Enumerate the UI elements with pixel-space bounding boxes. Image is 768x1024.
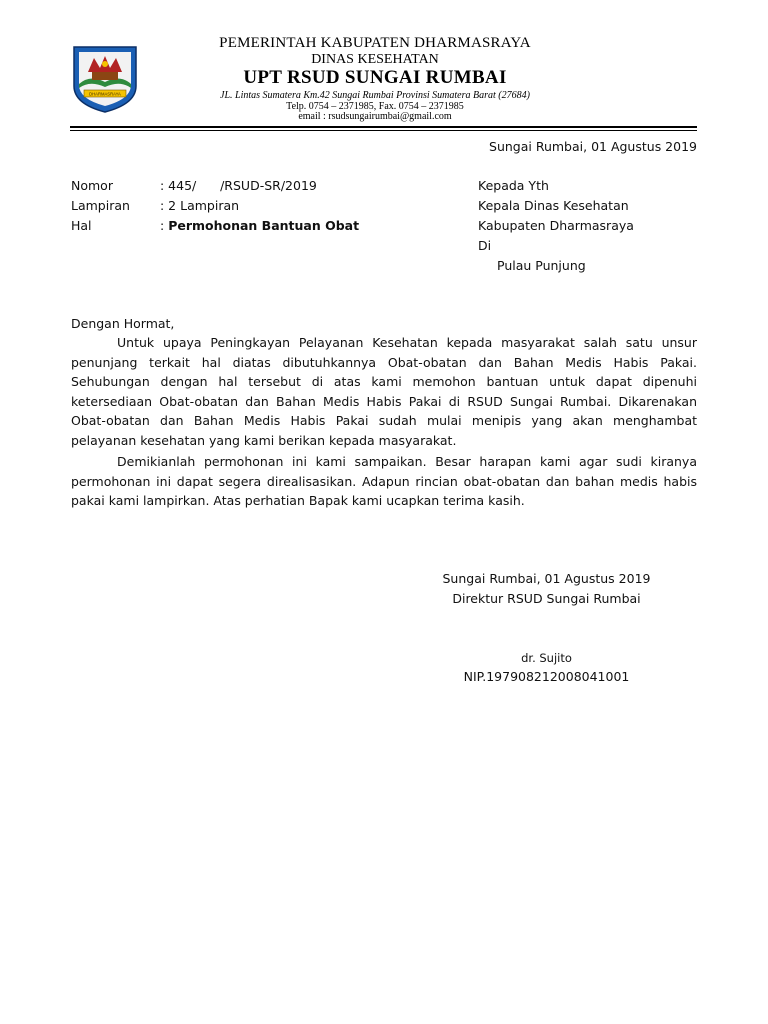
body-paragraph-2: Demikianlah permohonan ini kami sampaikan. Besar harapan kami agar sudi kiranya permohonan ini dapat segera direalisasikan. Adapun rincian obat-obatan dan bahan medis habis pakai kami lampirkan. Atas perhatian Bapak kami ucapkan terima kasih. (71, 454, 697, 509)
letter-date: Sungai Rumbai, 01 Agustus 2019 (489, 139, 697, 154)
field-label-lampiran: Lampiran (71, 198, 130, 213)
emblem-banner-text: DHARMASRAYA (89, 91, 121, 97)
field-value-hal: Permohonan Bantuan Obat (168, 218, 360, 233)
field-colon-hal: : (160, 218, 169, 233)
letterhead-email: email : rsudsungairumbai@gmail.com (298, 111, 452, 122)
field-label-nomor: Nomor (71, 178, 113, 193)
recipient-line-4: Di (478, 238, 492, 253)
recipient-line-1: Kepada Yth (478, 178, 549, 193)
letterhead-phone: Telp. 0754 – 2371985, Fax. 0754 – 2371985 (286, 101, 464, 112)
letterhead-hospital-name: UPT RSUD SUNGAI RUMBAI (243, 67, 507, 88)
dharmasraya-emblem (70, 44, 140, 114)
signature-nip: NIP.197908212008041001 (463, 669, 630, 684)
letterhead-rule-thick (70, 126, 697, 128)
recipient-line-5: Pulau Punjung (497, 258, 586, 273)
field-hal-row (160, 218, 359, 233)
recipient-line-2: Kepala Dinas Kesehatan (478, 198, 629, 213)
field-value-lampiran: : 2 Lampiran (160, 198, 240, 213)
signature-name: dr. Sujito (521, 651, 572, 665)
field-label-hal: Hal (71, 218, 92, 233)
field-value-nomor: : 445/ /RSUD-SR/2019 (160, 178, 317, 193)
salutation: Dengan Hormat, (71, 316, 175, 331)
letterhead-rule-thin (70, 130, 697, 131)
letterhead-address: JL. Lintas Sumatera Km.42 Sungai Rumbai Provinsi Sumatera Barat (27684) (220, 90, 530, 101)
signature-position: Direktur RSUD Sungai Rumbai (452, 591, 641, 606)
letterhead-department: DINAS KESEHATAN (311, 52, 439, 67)
body-paragraph-1: Untuk upaya Peningkayan Pelayanan Kesehatan kepada masyarakat salah satu unsur penunjang terkait hal diatas dibutuhkannya Obat-obatan dan Bahan Medis Habis Pakai. Sehubungan dengan hal tersebut di atas kami memohon bantuan untuk dapat dipenuhi ketersediaan Obat-obatan dan Bahan Medis Habis Pakai di RSUD Sungai Rumbai. Dikarenakan Obat-obatan dan Bahan Medis Habis Pakai sudah mulai menipis yang akan menghambat pelayanan kesehatan yang kami berikan kepada masyarakat. (71, 335, 697, 448)
recipient-line-3: Kabupaten Dharmasraya (478, 218, 634, 233)
signature-place-date: Sungai Rumbai, 01 Agustus 2019 (442, 571, 651, 586)
letterhead-government: PEMERINTAH KABUPATEN DHARMASRAYA (219, 35, 531, 51)
